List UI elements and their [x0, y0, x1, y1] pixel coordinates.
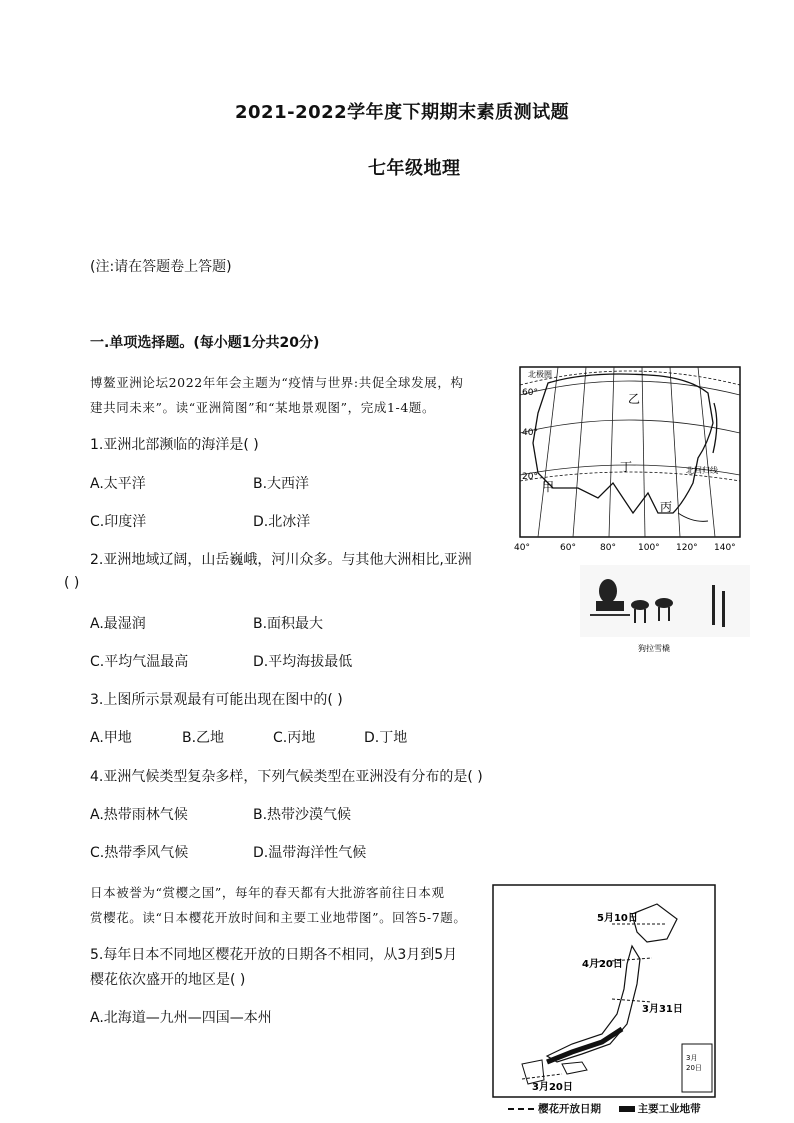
industry-band-icon: [619, 1106, 635, 1112]
place-jia: 甲: [542, 480, 555, 494]
q5-option-a: A.北海道—九州—四国—本州: [90, 1010, 272, 1026]
date-mar31: 3月31日: [642, 1004, 683, 1015]
date-apr20: 4月20日: [582, 959, 623, 970]
inset-label-1: 3月: [686, 1054, 698, 1062]
q2-option-b: B.面积最大: [253, 616, 324, 632]
lon-60: 60°: [560, 543, 576, 553]
question-5-line1: 5.每年日本不同地区樱花开放的日期各不相同，从3月到5月: [90, 947, 458, 963]
subject-title: 七年级地理: [368, 158, 461, 179]
dog-sled-landscape: [580, 565, 750, 655]
arctic-circle-label: 北极圈: [528, 370, 552, 379]
question-3: 3.上图所示景观最有可能出现在图中的( ): [90, 692, 343, 708]
lon-120: 120°: [676, 543, 698, 553]
date-may10: 5月10日: [597, 913, 638, 924]
lon-80: 80°: [600, 543, 616, 553]
lon-40: 40°: [514, 543, 530, 553]
lat-20: 20°: [522, 472, 538, 482]
q3-option-d: D.丁地: [364, 730, 408, 746]
date-mar20: 3月20日: [532, 1082, 573, 1093]
q4-option-c: C.热带季风气候: [90, 845, 189, 861]
legend-bloom-label: 樱花开放日期: [538, 1103, 601, 1115]
landscape-caption: 狗拉雪橇: [638, 644, 670, 653]
place-bing: 丙: [660, 500, 673, 514]
question-5-line2: 樱花依次盛开的地区是( ): [90, 972, 246, 988]
asia-map: [508, 363, 748, 553]
q4-option-d: D.温带海洋性气候: [253, 845, 367, 861]
section-heading: 一.单项选择题。(每小题1分共20分): [90, 335, 320, 351]
q4-option-b: B.热带沙漠气候: [253, 807, 352, 823]
q1-option-c: C.印度洋: [90, 514, 147, 530]
inset-label-2: 20日: [686, 1064, 702, 1072]
q2-option-a: A.最湿润: [90, 616, 146, 632]
place-yi: 乙: [628, 392, 641, 406]
place-ding: 丁: [620, 460, 633, 474]
bloom-line-icon: [508, 1108, 534, 1110]
lat-40: 40°: [522, 428, 538, 438]
tropic-label: 北回归线: [686, 466, 718, 475]
q1-option-a: A.太平洋: [90, 476, 146, 492]
intro-asia-line1: 博鳌亚洲论坛2022年年会主题为“疫情与世界:共促全球发展，构: [90, 375, 464, 390]
q2-option-d: D.平均海拔最低: [253, 654, 353, 670]
lon-100: 100°: [638, 543, 660, 553]
japan-legend: [508, 1101, 701, 1116]
question-4: 4.亚洲气候类型复杂多样，下列气候类型在亚洲没有分布的是( ): [90, 769, 483, 785]
q3-option-c: C.丙地: [273, 730, 316, 746]
q1-option-d: D.北冰洋: [253, 514, 311, 530]
question-2-paren: ( ): [64, 575, 80, 591]
answer-note: (注:请在答题卷上答题): [90, 259, 232, 275]
question-2: 2.亚洲地域辽阔，山岳巍峨，河川众多。与其他大洲相比,亚洲: [90, 552, 472, 568]
q3-option-a: A.甲地: [90, 730, 132, 746]
intro-japan-line1: 日本被誉为“赏樱之国”，每年的春天都有大批游客前往日本观: [90, 885, 445, 900]
q2-option-c: C.平均气温最高: [90, 654, 189, 670]
exam-title: 2021-2022学年度下期期末素质测试题: [235, 102, 570, 123]
lon-140: 140°: [714, 543, 736, 553]
question-1: 1.亚洲北部濒临的海洋是( ): [90, 437, 259, 453]
japan-map: [492, 884, 717, 1099]
intro-asia-line2: 建共同未来”。读“亚洲简图”和“某地景观图”，完成1-4题。: [90, 400, 436, 415]
q1-option-b: B.大西洋: [253, 476, 310, 492]
intro-japan-line2: 赏樱花。读“日本樱花开放时间和主要工业地带图”。回答5-7题。: [90, 910, 467, 925]
legend-industry-label: 主要工业地带: [637, 1103, 701, 1115]
q4-option-a: A.热带雨林气候: [90, 807, 188, 823]
lat-60: 60°: [522, 388, 538, 398]
q3-option-b: B.乙地: [182, 730, 225, 746]
